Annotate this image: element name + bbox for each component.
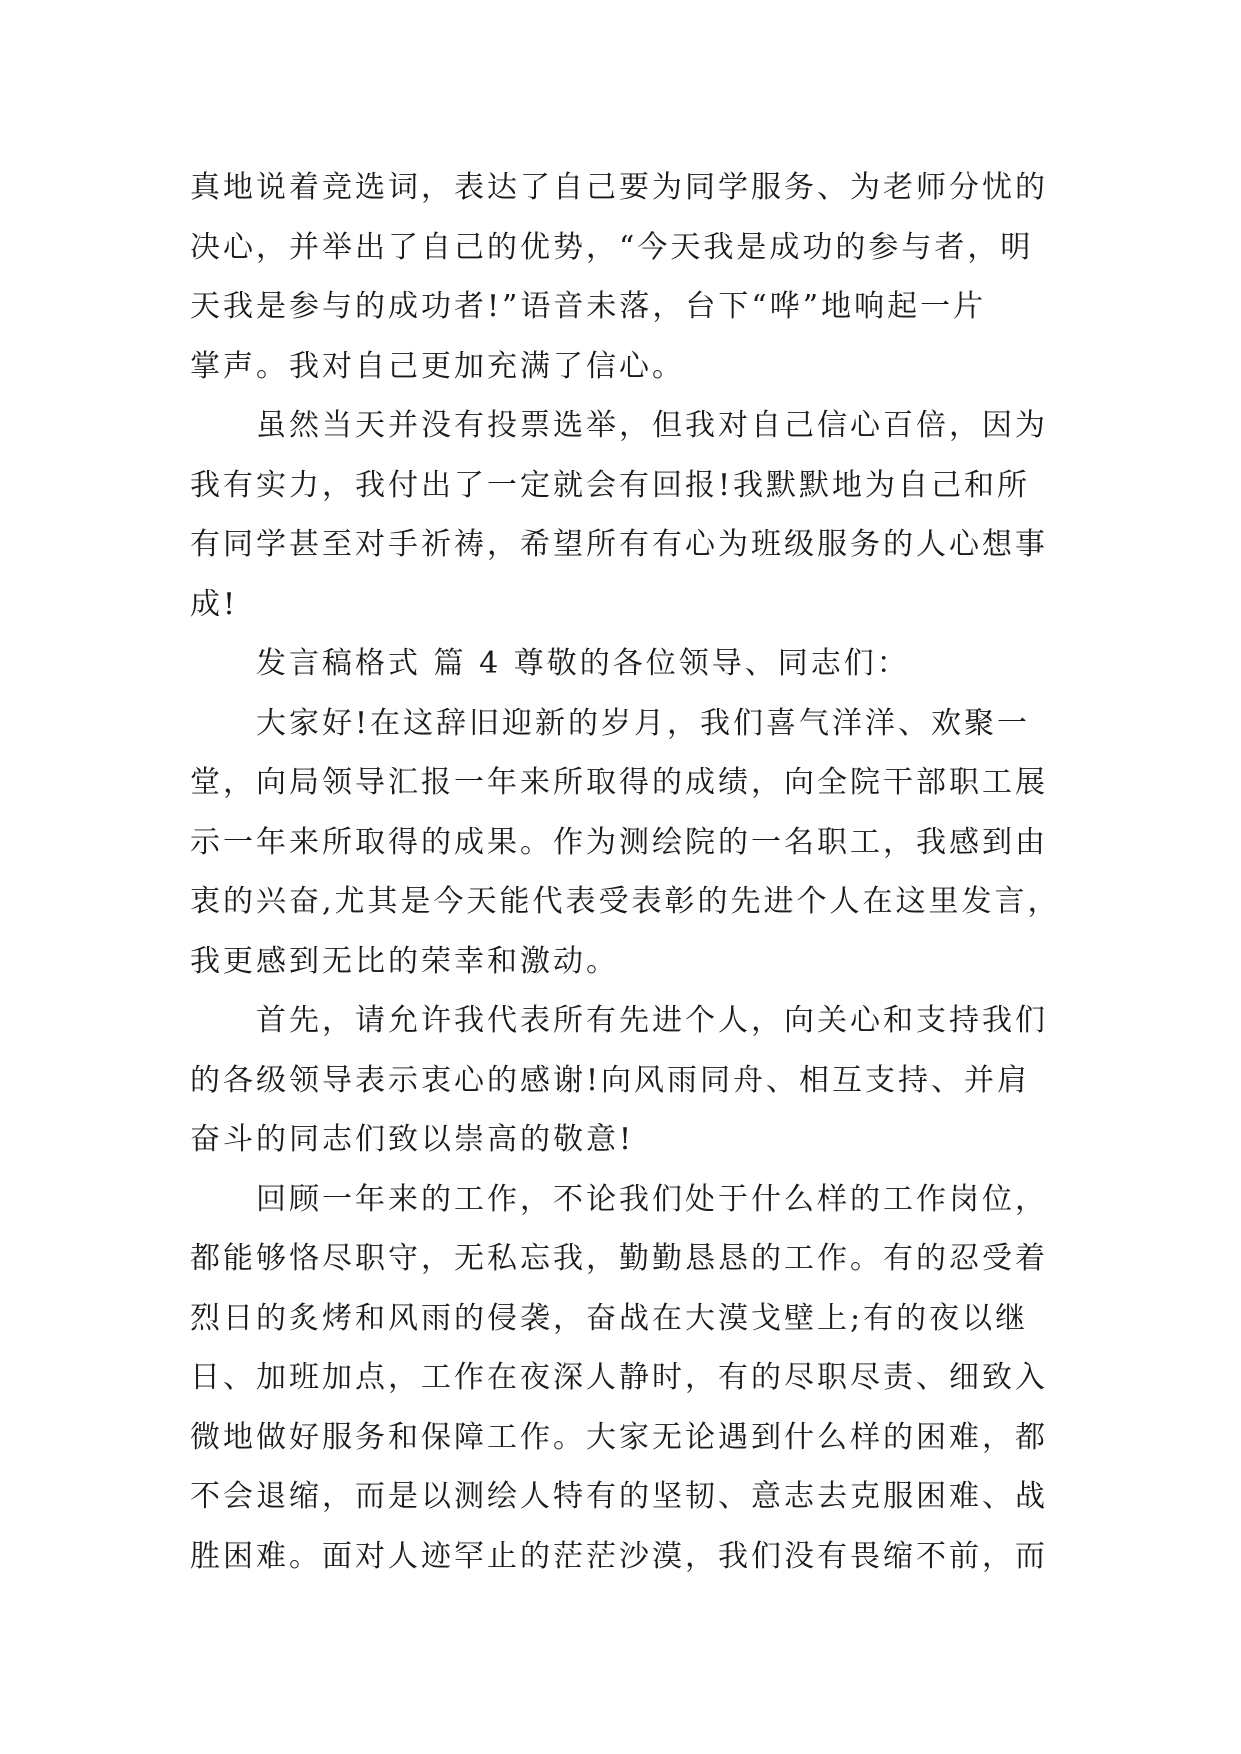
- document-body: [190, 158, 1070, 1586]
- text-line: 都能够恪尽职守，无私忘我，勤勤恳恳的工作。有的忍受着: [190, 1241, 1048, 1276]
- text-line: 虽然当天并没有投票选举，但我对自己信心百倍，因为: [256, 408, 1048, 443]
- text-line: 堂，向局领导汇报一年来所取得的成绩，向全院干部职工展: [190, 765, 1048, 800]
- text-line: 奋斗的同志们致以崇高的敬意!: [190, 1122, 635, 1157]
- text-line: 天我是参与的成功者!”语音未落，台下“哗”地响起一片: [190, 289, 987, 324]
- text-line: 我有实力，我付出了一定就会有回报!我默默地为自己和所: [190, 467, 1031, 503]
- text-line: 决心，并举出了自己的优势，“今天我是成功的参与者，明: [190, 229, 1034, 265]
- text-line: 有同学甚至对手祈祷，希望所有有心为班级服务的人心想事: [190, 527, 1048, 562]
- text-line: 我更感到无比的荣幸和激动。: [190, 943, 619, 979]
- text-line: 烈日的炙烤和风雨的侵袭，奋战在大漠戈壁上;有的夜以继: [190, 1300, 1029, 1336]
- text-line: 的各级领导表示衷心的感谢!向风雨同舟、相互支持、并肩: [190, 1062, 1031, 1098]
- text-line: 真地说着竞选词，表达了自己要为同学服务、为老师分忧的: [190, 170, 1048, 205]
- text-line: 微地做好服务和保障工作。大家无论遇到什么样的困难，都: [190, 1419, 1048, 1455]
- text-line: 大家好!在这辞旧迎新的岁月，我们喜气洋洋、欢聚一: [256, 705, 1031, 741]
- text-line: 日、加班加点，工作在夜深人静时，有的尽职尽责、细致入: [190, 1360, 1048, 1395]
- text-line: 成!: [190, 586, 239, 622]
- text-line: 胜困难。面对人迹罕止的茫茫沙漠，我们没有畏缩不前，而: [190, 1538, 1048, 1574]
- text-line: 不会退缩，而是以测绘人特有的坚韧、意志去克服困难、战: [190, 1479, 1048, 1514]
- text-line: 示一年来所取得的成果。作为测绘院的一名职工，我感到由: [190, 824, 1048, 860]
- text-line: 掌声。我对自己更加充满了信心。: [190, 348, 685, 384]
- text-line: 首先，请允许我代表所有先进个人，向关心和支持我们: [256, 1003, 1048, 1038]
- section-heading-line: 发言稿格式 篇 4 尊敬的各位领导、同志们：: [256, 646, 910, 681]
- text-line: 衷的兴奋,尤其是今天能代表受表彰的先进个人在这里发言，: [190, 884, 1061, 919]
- text-line: 回顾一年来的工作，不论我们处于什么样的工作岗位，: [256, 1181, 1048, 1217]
